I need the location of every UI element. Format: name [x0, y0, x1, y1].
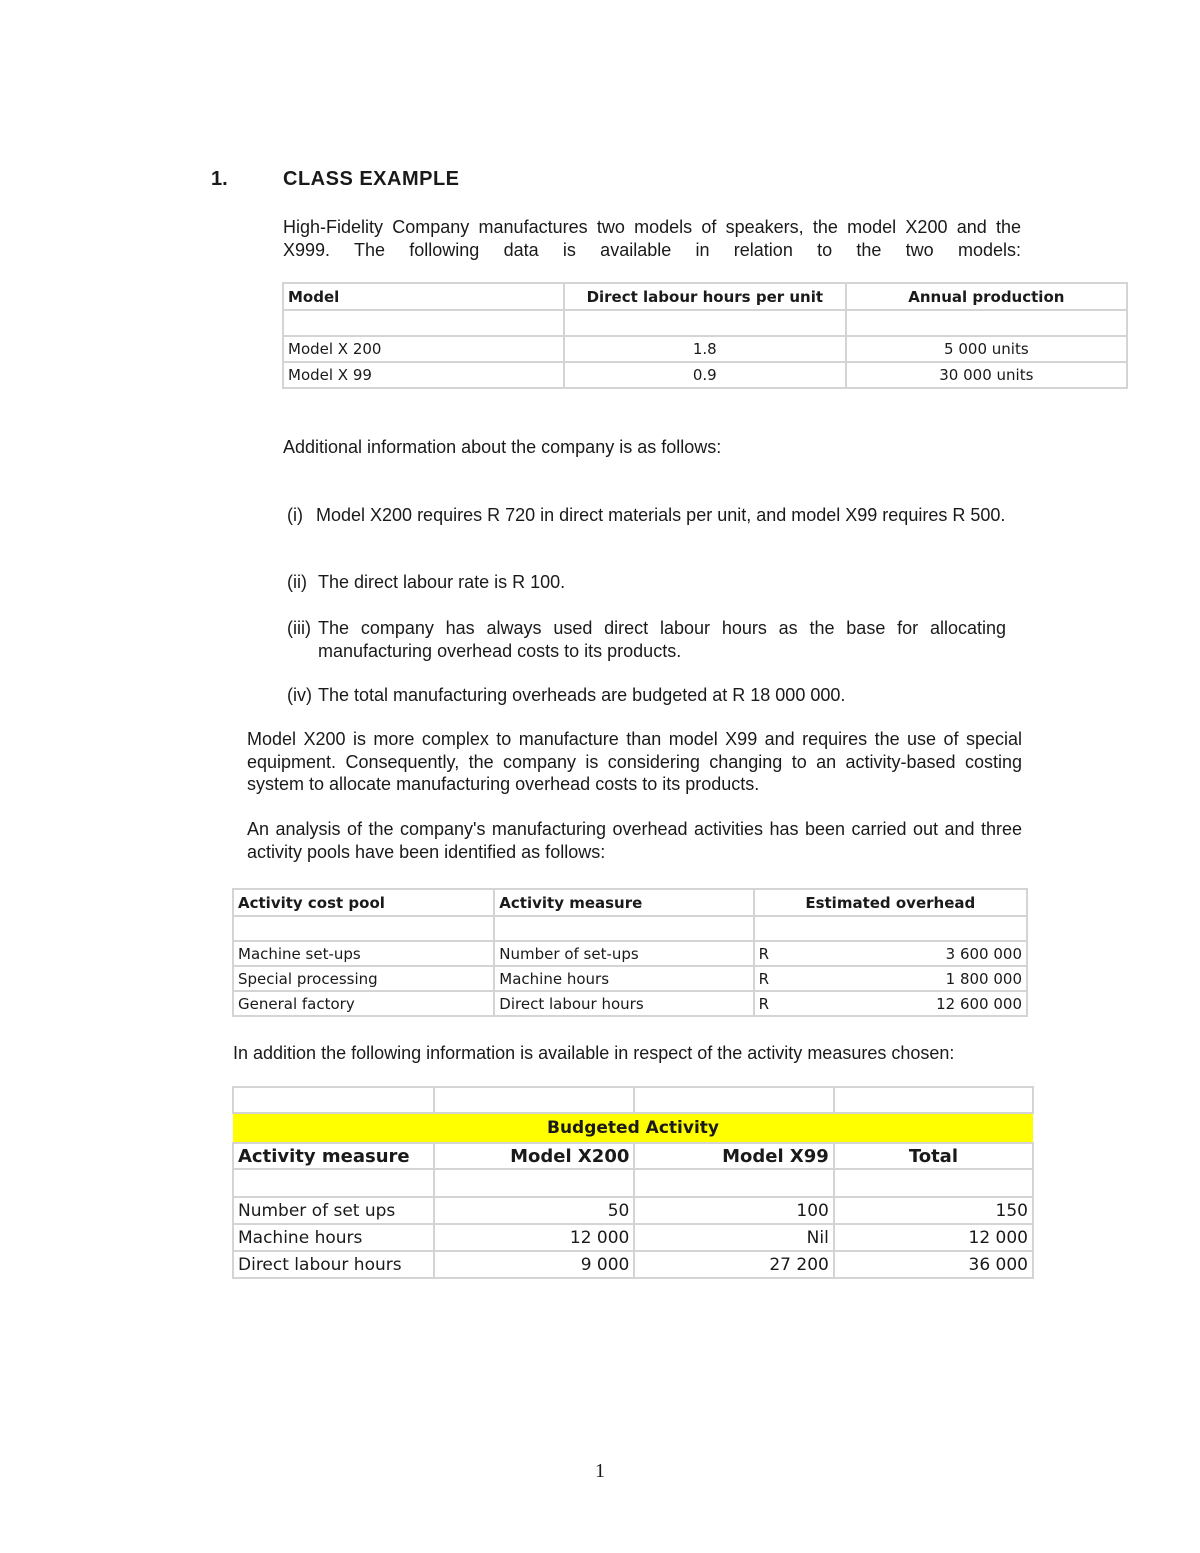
table-empty-row [233, 1087, 1033, 1113]
cell-annual-production: 30 000 units [846, 362, 1127, 388]
header-model: Model [283, 283, 564, 310]
activity-pools-table [232, 888, 1028, 1017]
cell-cost-pool: Machine set-ups [233, 941, 494, 966]
cell-cost-pool: Special processing [233, 966, 494, 991]
cell-total: 150 [834, 1197, 1033, 1224]
additional-info-paragraph: Additional information about the company is as follows: [283, 437, 722, 457]
item-text: The company has always used direct labour hours as the base for allocating manufacturing overhead costs to its products. [318, 618, 1006, 661]
table-row [233, 941, 1027, 966]
header-activity-measure: Activity measure [494, 889, 753, 916]
cell-model: Model X 99 [283, 362, 564, 388]
models-table [282, 282, 1128, 389]
cell-labour-hours: 1.8 [564, 336, 846, 362]
cell-model-x200: 12 000 [434, 1224, 635, 1251]
table-empty-row [283, 310, 1127, 336]
cell-annual-production: 5 000 units [846, 336, 1127, 362]
budgeted-activity-table [232, 1086, 1034, 1279]
item-text: The direct labour rate is R 100. [318, 572, 566, 592]
addition-paragraph: In addition the following information is available in respect of the activity measures chosen: [233, 1043, 955, 1063]
page-number: 1 [595, 1460, 605, 1482]
cell-model-x99: Nil [634, 1224, 833, 1251]
item-number: (ii) [287, 572, 307, 592]
header-model-x99: Model X99 [634, 1143, 833, 1169]
cell-activity-measure: Number of set-ups [494, 941, 753, 966]
item-number: (i) [287, 505, 303, 525]
cell-currency: R [754, 941, 822, 966]
cell-currency: R [754, 966, 822, 991]
cell-model: Model X 200 [283, 336, 564, 362]
cell-activity-measure: Number of set ups [233, 1197, 434, 1224]
complexity-paragraph: Model X200 is more complex to manufacture than model X99 and requires the use of special equipment. Consequently, the company is considering changing to an activity-based costing system to allocate manufacturing overhead costs to its products. [247, 729, 1022, 794]
cell-model-x99: 100 [634, 1197, 833, 1224]
table-row [283, 362, 1127, 388]
cell-model-x200: 9 000 [434, 1251, 635, 1278]
table-row [233, 1224, 1033, 1251]
header-activity-measure: Activity measure [233, 1143, 434, 1169]
table-empty-row [233, 916, 1027, 941]
header-total: Total [834, 1143, 1033, 1169]
table-row [233, 1197, 1033, 1224]
cell-overhead: 3 600 000 [821, 941, 1027, 966]
cell-overhead: 1 800 000 [821, 966, 1027, 991]
table-header-row [233, 1143, 1033, 1169]
table-row [233, 966, 1027, 991]
table-header-row [283, 283, 1127, 310]
header-labour-hours: Direct labour hours per unit [564, 283, 846, 310]
cell-activity-measure: Machine hours [233, 1224, 434, 1251]
header-estimated-overhead: Estimated overhead [754, 889, 1027, 916]
cell-labour-hours: 0.9 [564, 362, 846, 388]
section-title: CLASS EXAMPLE [283, 168, 460, 190]
analysis-paragraph: An analysis of the company's manufacturing overhead activities has been carried out and three activity pools have been identified as follows: [247, 819, 1022, 862]
table-row [233, 1251, 1033, 1278]
cell-activity-measure: Direct labour hours [494, 991, 753, 1016]
table-header-row [233, 889, 1027, 916]
cell-currency: R [754, 991, 822, 1016]
cell-cost-pool: General factory [233, 991, 494, 1016]
item-number: (iii) [287, 618, 311, 638]
item-number: (iv) [287, 685, 312, 705]
budgeted-activity-banner: Budgeted Activity [233, 1113, 1033, 1143]
item-text: Model X200 requires R 720 in direct materials per unit, and model X99 requires R 500. [316, 505, 1006, 525]
item-text: The total manufacturing overheads are budgeted at R 18 000 000. [318, 685, 846, 705]
cell-model-x99: 27 200 [634, 1251, 833, 1278]
intro-paragraph: High-Fidelity Company manufactures two models of speakers, the model X200 and the X999. The following data is available in relation to the two models: [283, 217, 1021, 260]
table-row [283, 336, 1127, 362]
cell-activity-measure: Machine hours [494, 966, 753, 991]
table-row [233, 991, 1027, 1016]
table-empty-row [233, 1169, 1033, 1197]
cell-model-x200: 50 [434, 1197, 635, 1224]
header-model-x200: Model X200 [434, 1143, 635, 1169]
header-annual-production: Annual production [846, 283, 1127, 310]
banner-row [233, 1113, 1033, 1143]
cell-activity-measure: Direct labour hours [233, 1251, 434, 1278]
cell-overhead: 12 600 000 [821, 991, 1027, 1016]
section-number: 1. [211, 168, 228, 190]
cell-total: 12 000 [834, 1224, 1033, 1251]
cell-total: 36 000 [834, 1251, 1033, 1278]
header-cost-pool: Activity cost pool [233, 889, 494, 916]
